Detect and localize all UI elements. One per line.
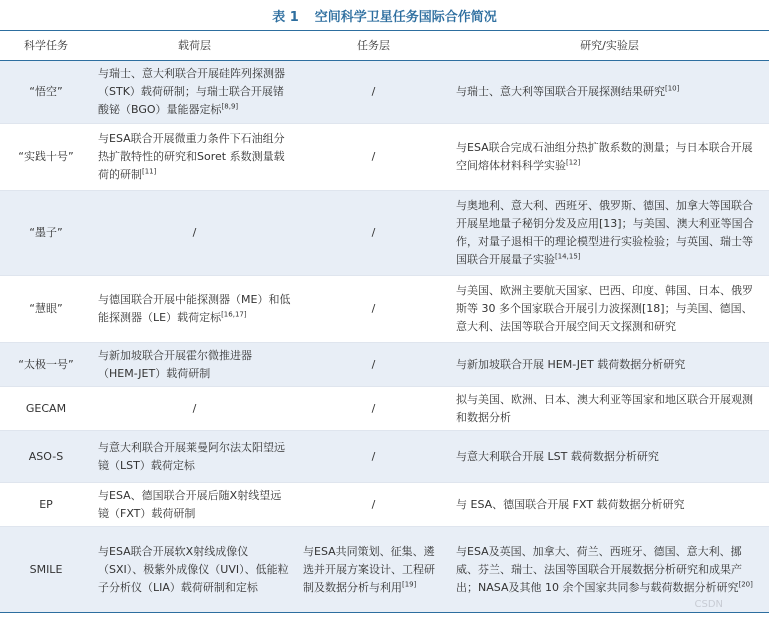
payload-cell (92, 191, 297, 276)
reference-marker: [11] (142, 167, 157, 176)
task-cell (297, 527, 450, 613)
task-cell (297, 124, 450, 191)
mission-cell (0, 191, 92, 276)
mission-cell-text: ASO-S (28, 449, 64, 463)
mission-cell (0, 124, 92, 191)
reference-marker: [20] (738, 579, 753, 588)
mission-cell-text: “墨子” (29, 226, 63, 239)
payload-cell (92, 61, 297, 124)
task-cell (297, 191, 450, 276)
reference-marker: [8,9] (221, 102, 239, 111)
research-cell (450, 431, 769, 483)
research-cell (450, 276, 769, 343)
mission-cell-text: EP (39, 497, 53, 511)
research-cell-text: 与ESA及英国、加拿大、荷兰、西班牙、德国、意大利、挪威、芬兰、瑞士、法国等国联合开展数据分析研究和成果产出；NASA及其他 10 余个国家共同参与载荷数据分析研究 (456, 544, 742, 594)
table-row (0, 276, 769, 343)
mission-cell (0, 431, 92, 483)
research-cell-text: 与奥地利、意大利、西班牙、俄罗斯、德国、加拿大等国联合开展星地量子秘钥分发及应用[13]；与美国、澳大利亚等国合作，对量子退相干的理论模型进行实验检验；与英国、瑞士等国联合开展量子实验 (456, 199, 754, 266)
payload-cell-text: 与瑞士、意大利联合开展硅阵列探测器（STK）载荷研制；与瑞士联合开展锗酸铋（BGO）量能器定标 (98, 67, 285, 116)
payload-cell-text: 与新加坡联合开展霍尔微推进器（HEM-JET）载荷研制 (98, 348, 252, 380)
research-cell (450, 124, 769, 191)
task-cell-text: / (371, 497, 376, 511)
mission-cell (0, 61, 92, 124)
reference-marker: [16,17] (221, 310, 247, 319)
mission-cell (0, 527, 92, 613)
task-cell-text: / (371, 150, 376, 163)
header-task: 任务层 (297, 31, 450, 61)
task-cell-text: / (371, 226, 376, 239)
table-row (0, 124, 769, 191)
mission-cell-text: “太极一号” (18, 357, 74, 371)
research-cell-text: 与瑞士、意大利等国联合开展探测结果研究 (456, 85, 665, 98)
task-cell (297, 61, 450, 124)
header-payload: 载荷层 (92, 31, 297, 61)
task-cell-text: 与ESA共同策划、征集、遴选并开展方案设计、工程研制及数据分析与利用 (303, 544, 435, 594)
mission-cell (0, 387, 92, 431)
payload-cell-text: 与德国联合开展中能探测器（ME）和低能探测器（LE）载荷定标 (98, 293, 291, 324)
table-row (0, 483, 769, 527)
payload-cell-text: 与意大利联合开展莱曼阿尔法太阳望远镜（LST）载荷定标 (98, 440, 285, 472)
table-row (0, 431, 769, 483)
task-cell-text: / (371, 302, 376, 315)
reference-marker: [10] (665, 84, 680, 93)
mission-cell (0, 483, 92, 527)
table-title-text: 空间科学卫星任务国际合作简况 (314, 10, 497, 25)
table-row (0, 61, 769, 124)
research-cell (450, 343, 769, 387)
mission-cell-text: GECAM (25, 401, 67, 415)
payload-cell-text: / (192, 226, 197, 239)
table-number: 表 1 (272, 10, 299, 25)
table-row (0, 387, 769, 431)
research-cell-text: 与美国、欧洲主要航天国家、巴西、印度、韩国、日本、俄罗斯等 30 多个国家联合开展引力波探测[18]；与美国、德国、意大利、法国等联合开展空间天文探测和研究 (456, 284, 753, 333)
task-cell (297, 431, 450, 483)
research-cell (450, 191, 769, 276)
watermark: CSDN (694, 599, 723, 610)
mission-cell (0, 343, 92, 387)
header-mission: 科学任务 (0, 31, 92, 61)
task-cell (297, 387, 450, 431)
research-cell-text: 与意大利联合开展 LST 载荷数据分析研究 (456, 449, 659, 463)
payload-cell-text: 与ESA联合开展微重力条件下石油组分热扩散特性的研究和Soret 系数测量载荷的研制 (98, 132, 285, 181)
payload-cell (92, 343, 297, 387)
task-cell-text: / (371, 449, 376, 463)
payload-cell (92, 483, 297, 527)
reference-marker: [19] (402, 579, 417, 588)
payload-cell-text: / (192, 401, 197, 415)
payload-cell (92, 431, 297, 483)
task-cell-text: / (371, 85, 376, 98)
task-cell-text: / (371, 357, 376, 371)
mission-cell (0, 276, 92, 343)
task-cell (297, 276, 450, 343)
mission-cell-text: SMILE (29, 562, 63, 576)
research-cell-text: 与新加坡联合开展 HEM-JET 载荷数据分析研究 (456, 357, 686, 371)
research-cell-text: 与 ESA、德国联合开展 FXT 载荷数据分析研究 (456, 497, 685, 511)
payload-cell-text: 与ESA联合开展软X射线成像仪（SXI）、极紫外成像仪（UVI）、低能粒子分析仪（LIA）载荷研制和定标 (98, 544, 289, 594)
reference-marker: [14,15] (555, 252, 581, 261)
cooperation-table (0, 30, 769, 613)
mission-cell-text: “悟空” (29, 85, 63, 98)
header-research: 研究/实验层 (450, 31, 769, 61)
reference-marker: [12] (566, 158, 581, 167)
research-cell-text: 拟与美国、欧洲、日本、澳大利亚等国家和地区联合开展观测和数据分析 (456, 392, 753, 424)
table-row (0, 527, 769, 613)
payload-cell (92, 387, 297, 431)
mission-cell-text: “实践十号” (18, 150, 74, 163)
payload-cell (92, 527, 297, 613)
research-cell-text: 与ESA联合完成石油组分热扩散系数的测量；与日本联合开展空间熔体材料科学实验 (456, 141, 753, 172)
task-cell (297, 343, 450, 387)
payload-cell (92, 276, 297, 343)
task-cell (297, 483, 450, 527)
task-cell-text: / (371, 401, 376, 415)
mission-cell-text: “慧眼” (29, 302, 63, 315)
table-row (0, 191, 769, 276)
table-title (0, 6, 769, 25)
payload-cell (92, 124, 297, 191)
research-cell (450, 483, 769, 527)
research-cell (450, 61, 769, 124)
payload-cell-text: 与ESA、德国联合开展后随X射线望远镜（FXT）载荷研制 (98, 488, 282, 520)
header-row (0, 31, 769, 61)
table-row (0, 343, 769, 387)
research-cell (450, 387, 769, 431)
